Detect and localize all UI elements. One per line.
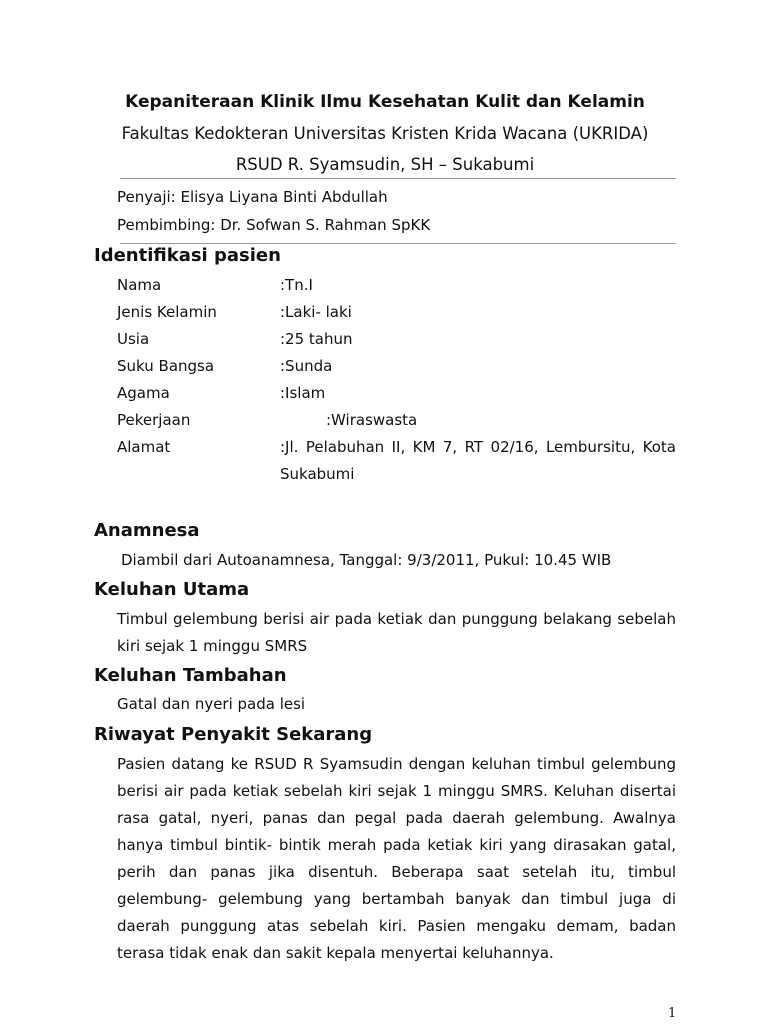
field-label-jenis-kelamin: Jenis Kelamin — [117, 303, 217, 321]
faculty-title: Fakultas Kedokteran Universitas Kristen Krida Wacana (UKRIDA) — [121, 124, 649, 143]
section-heading-anamnesa: Anamnesa — [94, 520, 200, 541]
section-heading-keluhan-tambahan: Keluhan Tambahan — [94, 665, 287, 686]
header-divider — [120, 178, 676, 179]
field-label-alamat: Alamat — [117, 438, 171, 456]
field-value-jenis-kelamin: :Laki- laki — [280, 303, 352, 321]
field-value-alamat-line2: Sukabumi — [280, 465, 355, 483]
field-value-suku-bangsa: :Sunda — [280, 357, 333, 375]
supervisor: Pembimbing: Dr. Sofwan S. Rahman SpKK — [117, 216, 431, 234]
section-heading-identifikasi: Identifikasi pasien — [94, 245, 281, 266]
field-value-alamat: :Jl. Pelabuhan II, KM 7, RT 02/16, Lembursitu, Kota — [280, 438, 676, 456]
field-label-usia: Usia — [117, 330, 150, 348]
section-heading-riwayat: Riwayat Penyakit Sekarang — [94, 724, 373, 745]
clinic-title: Kepaniteraan Klinik Ilmu Kesehatan Kulit dan Kelamin — [125, 92, 645, 112]
keluhan-tambahan-text: Gatal dan nyeri pada lesi — [117, 695, 306, 713]
field-value-pekerjaan: :Wiraswasta — [326, 411, 418, 429]
section-heading-keluhan-utama: Keluhan Utama — [94, 579, 250, 600]
field-value-nama: :Tn.I — [280, 276, 313, 294]
field-label-suku-bangsa: Suku Bangsa — [117, 357, 215, 375]
page-number: 1 — [668, 1006, 677, 1021]
presenter: Penyaji: Elisya Liyana Binti Abdullah — [117, 188, 388, 206]
field-label-agama: Agama — [117, 384, 170, 402]
field-label-nama: Nama — [117, 276, 162, 294]
hospital-title: RSUD R. Syamsudin, SH – Sukabumi — [235, 155, 535, 174]
field-value-agama: :Islam — [280, 384, 326, 402]
field-label-pekerjaan: Pekerjaan — [117, 411, 191, 429]
keluhan-utama-text: Timbul gelembung berisi air pada ketiak dan punggung belakang sebelah kiri sejak 1 minggu SMRS — [117, 610, 676, 655]
riwayat-text: Pasien datang ke RSUD R Syamsudin dengan keluhan timbul gelembung berisi air pada ketiak sebelah kiri sejak 1 minggu SMRS. Keluhan disertai rasa gatal, nyeri, panas dan pegal pada daerah gelembung. Awalnya hanya timbul bintik- bintik merah pada ketiak kiri yang dirasakan gatal, perih dan panas jika disentuh. Beberapa saat setelah itu, timbul gelembung- gelembung yang bertambah banyak dan timbul juga di daerah punggung atas sebelah kiri. Pasien mengaku demam, badan terasa tidak enak dan sakit kepala menyertai keluhannya. — [117, 755, 676, 962]
field-value-usia: :25 tahun — [280, 330, 353, 348]
meta-divider — [120, 243, 676, 244]
anamnesa-text: Diambil dari Autoanamnesa, Tanggal: 9/3/2011, Pukul: 10.45 WIB — [121, 551, 612, 569]
